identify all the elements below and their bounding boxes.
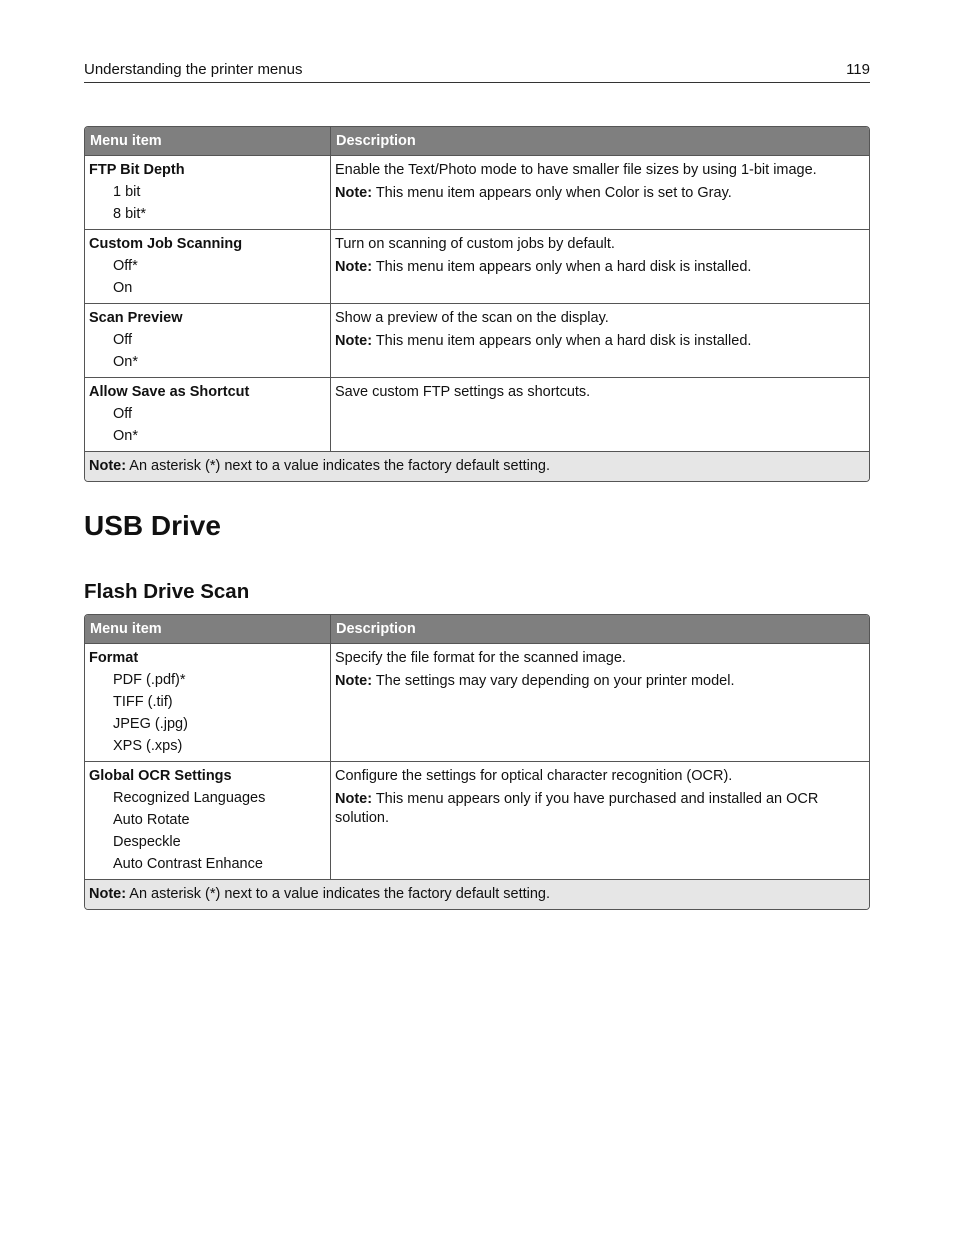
menu-item-option: XPS (.xps) [113,738,183,754]
menu-item-name: Custom Job Scanning [89,236,243,252]
table-footnote-row [85,879,869,909]
table-header-row [85,127,869,155]
menu-item-option: PDF (.pdf)* [113,672,186,688]
menu-item-option: Recognized Languages [113,790,266,806]
menu-item-option: Off* [113,258,138,274]
column-header-description: Description [331,615,869,643]
menu-item-cell [85,229,331,303]
menu-item-cell [85,377,331,451]
note-text: This menu item appears only when a hard disk is installed. [372,333,752,349]
description-text: Configure the settings for optical character recognition (OCR). [335,768,733,784]
menu-item-option: Auto Rotate [113,812,190,828]
description-cell [331,229,869,303]
menu-item-option: On* [113,354,138,370]
menu-item-cell [85,643,331,761]
note-text: This menu item appears only when Color is set to Gray. [372,185,732,201]
flash-drive-scan-table [84,614,870,910]
table-row [85,155,869,229]
column-header-description: Description [331,127,869,155]
menu-item-option: On* [113,428,138,444]
menu-item-name: Allow Save as Shortcut [89,384,250,400]
page-number: 119 [846,61,870,78]
table-footnote-row [85,451,869,481]
menu-item-option: Auto Contrast Enhance [113,856,263,872]
table-row [85,303,869,377]
description-cell [331,303,869,377]
menu-item-option: Off [113,406,133,422]
menu-item-option: 8 bit* [113,206,147,222]
note-text: This menu item appears only when a hard disk is installed. [372,259,752,275]
description-text: Specify the file format for the scanned image. [335,650,626,666]
menu-item-option: 1 bit [113,184,141,200]
description-text: Turn on scanning of custom jobs by default. [335,236,615,252]
running-header-title: Understanding the printer menus [84,61,303,78]
note-label: Note: [335,333,373,349]
note-label: Note: [335,673,373,689]
table-row [85,761,869,879]
menu-item-option: On [113,280,133,296]
description-note [335,332,865,351]
section-heading: USB Drive [84,510,221,541]
note-text: This menu appears only if you have purchased and installed an OCR solution. [335,791,819,826]
menu-item-option: JPEG (.jpg) [113,716,188,732]
menu-item-cell [85,303,331,377]
subsection-heading: Flash Drive Scan [84,580,250,603]
description-cell [331,377,869,451]
table-footnote [85,451,869,481]
table-row [85,377,869,451]
table-row [85,643,869,761]
note-label: Note: [335,185,373,201]
footnote-label: Note: [89,458,127,474]
description-text: Show a preview of the scan on the display. [335,310,609,326]
menu-item-option: Off [113,332,133,348]
table-header-row [85,615,869,643]
note-label: Note: [335,791,373,807]
menu-item-name: FTP Bit Depth [89,162,185,178]
description-text: Save custom FTP settings as shortcuts. [335,384,591,400]
column-header-menu-item: Menu item [85,127,331,155]
menu-item-option: Despeckle [113,834,181,850]
menu-item-cell [85,155,331,229]
description-cell [331,155,869,229]
note-label: Note: [335,259,373,275]
footnote-text: An asterisk (*) next to a value indicates the factory default setting. [126,886,551,902]
menu-item-name: Scan Preview [89,310,183,326]
description-note [335,790,865,828]
ftp-settings-table [84,126,870,482]
table-footnote [85,879,869,909]
footnote-text: An asterisk (*) next to a value indicates the factory default setting. [126,458,551,474]
description-cell [331,643,869,761]
menu-item-name: Global OCR Settings [89,768,232,784]
menu-item-cell [85,761,331,879]
description-cell [331,761,869,879]
menu-item-name: Format [89,650,139,666]
description-note [335,672,865,691]
footnote-label: Note: [89,886,127,902]
table-row [85,229,869,303]
description-note [335,184,865,203]
note-text: The settings may vary depending on your printer model. [372,673,735,689]
description-note [335,258,865,277]
menu-item-option: TIFF (.tif) [113,694,173,710]
description-text: Enable the Text/Photo mode to have smaller file sizes by using 1-bit image. [335,162,817,178]
page-header [84,61,870,83]
column-header-menu-item: Menu item [85,615,331,643]
